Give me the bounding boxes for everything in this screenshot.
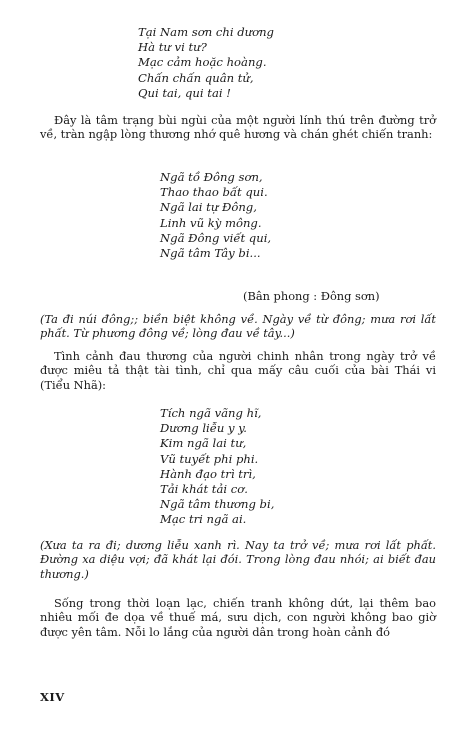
verse-source: (Bân phong : Đông sơn) (243, 289, 380, 303)
paragraph-1 (40, 113, 436, 142)
verse-line: Dương liễu y y. (160, 421, 247, 436)
paragraph-2 (40, 349, 436, 392)
verse-line: Linh vũ kỳ mông. (160, 215, 262, 230)
verse-line: Hành đạo trì trì, (160, 466, 256, 481)
verse-line: Ngã lai tự Đông, (160, 200, 257, 215)
verse-line: Ngã Đông viết qui, (160, 230, 272, 245)
translation-1: (Ta đi núi đông;; biền biệt không về. Ngày về từ đông; mưa rơi lất phất. Từ phương đông về; lòng đau về tây...) (40, 312, 436, 341)
verse-line: Mạc tri ngã ai. (160, 512, 247, 527)
verse-line: Thao thao bất qui. (160, 185, 268, 200)
verse-line: Ngã tồ Đông sơn, (160, 170, 263, 184)
verse-block-3 (160, 406, 274, 528)
verse-line: Hà tư vi tư? (138, 40, 207, 55)
verse-line: Vũ tuyết phi phi. (160, 451, 259, 466)
verse-line: Tải khát tải cơ. (160, 482, 248, 497)
paragraph-text: Tình cảnh đau thương của người chinh nhân trong ngày trở về được miêu tả thật tài tình, chỉ qua mấy câu cuối của bài Thái vi (Tiểu Nhã): (40, 349, 436, 392)
verse-line: Ngã tâm thương bi, (160, 497, 275, 512)
translation-2: (Xưa ta ra đi; dương liễu xanh rì. Nay ta trở về; mưa rơi lất phất. Đường xa diệu vợi; đã khát lại đói. Trong lòng đau nhói; ai biết đau thương.) (40, 538, 436, 581)
verse-line: Ngã tâm Tây bi... (160, 246, 261, 261)
verse-line: Mạc cảm hoặc hoàng. (138, 55, 267, 70)
paragraph-3 (40, 596, 436, 639)
paragraph-text: Sống trong thời loạn lạc, chiến tranh không dứt, lại thêm bao nhiêu mối đe dọa về thuế má, sưu dịch, con người không bao giờ được yên tâm. Nỗi lo lắng của người dân trong hoàn cảnh đó (40, 596, 436, 639)
verse-block-1 (138, 25, 274, 101)
verse-line: Qui tai, qui tai ! (138, 85, 231, 100)
page-number: XIV (40, 690, 65, 704)
paragraph-text: Đây là tâm trạng bùi ngùi của một người lính thú trên đường trở về, tràn ngập lòng thương nhớ quê hương và chán ghét chiến tranh: (40, 113, 436, 142)
verse-line: Kim ngã lai tư, (160, 436, 247, 451)
verse-line: Tích ngã vãng hĩ, (160, 406, 262, 420)
verse-block-2 (160, 170, 271, 261)
verse-line: Tại Nam sơn chi dương (138, 25, 274, 39)
verse-line: Chấn chấn quân tử, (138, 70, 254, 85)
